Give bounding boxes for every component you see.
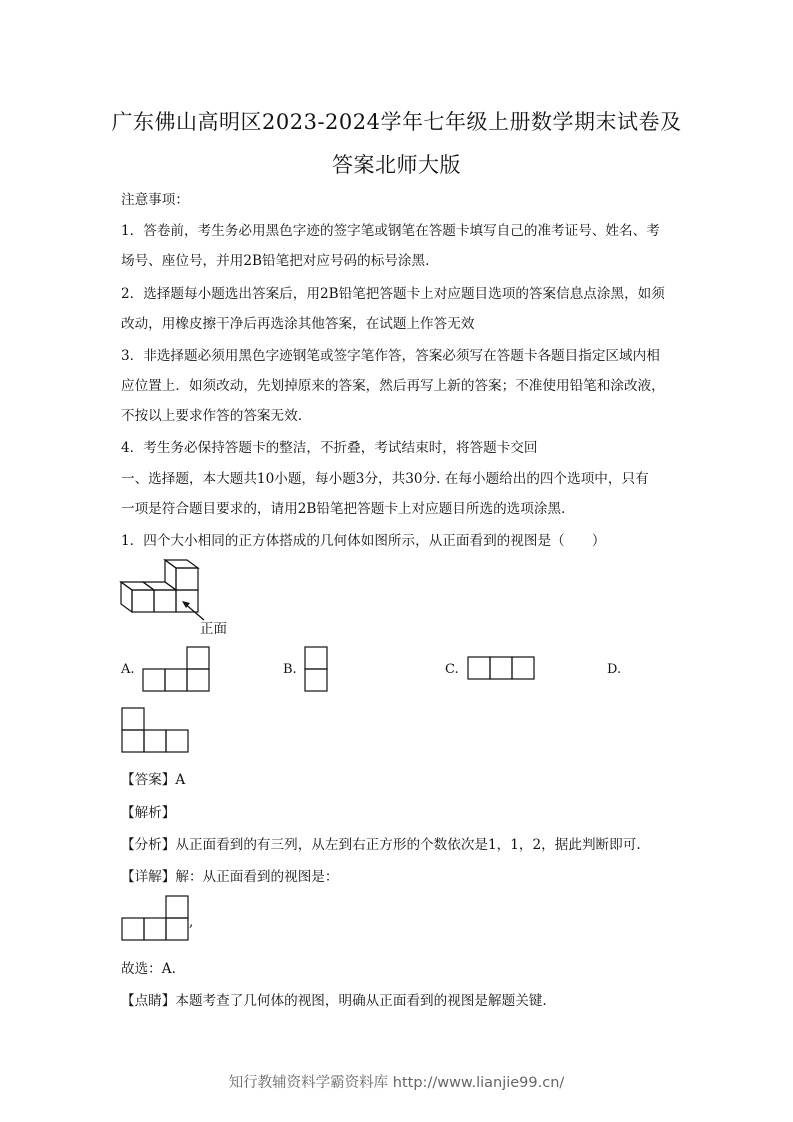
notice-line: 4．考生务必保持答题卡的整洁，不折叠，考试结束时，将答题卡交回 — [121, 440, 538, 456]
option-c-figure — [467, 656, 537, 682]
question-stem: 1．四个大小相同的正方体搭成的几何体如图所示，从正面看到的视图是（ ） — [121, 533, 606, 549]
notice-line: 场号、座位号，并用2B铅笔把对应号码的标号涂黑. — [121, 253, 430, 269]
option-b-figure — [304, 646, 330, 692]
page-title-line-2: 答案北师大版 — [332, 153, 461, 177]
notice-line: 应位置上．如须改动，先划掉原来的答案，然后再写上新的答案；不准使用铅笔和涂改液， — [121, 378, 665, 394]
notice-line: 改动，用橡皮擦干净后再选涂其他答案，在试题上作答无效 — [121, 316, 475, 332]
option-d-label: D. — [607, 662, 622, 677]
option-a-figure — [142, 646, 212, 692]
front-label: 正面 — [200, 621, 227, 637]
answer-view-figure — [121, 895, 194, 941]
notice-line: 2．选择题每小题选出答案后，用2B铅笔把答题卡上对应题目选项的答案信息点涂黑，如须 — [121, 286, 665, 302]
answer-line: 【答案】A — [121, 772, 186, 788]
section-line: 一、选择题，本大题共10小题，每小题3分，共30分. 在每小题给出的四个选项中，只有 — [121, 471, 649, 487]
analysis-line: 【分析】从正面看到的有三列，从左到右正方形的个数依次是1，1，2，据此判断即可. — [121, 837, 641, 853]
notice-heading: 注意事项： — [121, 192, 189, 208]
option-c-label: C. — [445, 662, 459, 677]
analysis-heading: 【解析】 — [121, 805, 176, 821]
detail-comma: , — [189, 914, 194, 930]
notice-line: 1．答卷前，考生务必用黑色字迹的签字笔或钢笔在答题卡填写自己的准考证号、姓名、考 — [121, 223, 660, 239]
footer-watermark: 知行教辅资料学霸资料库 http://www.lianjie99.cn/ — [228, 1075, 565, 1091]
option-d-figure — [121, 707, 191, 753]
notice-line: 不按以上要求作答的答案无效. — [121, 408, 303, 424]
section-line: 一项是符合题目要求的，请用2B铅笔把答题卡上对应题目所选的选项涂黑. — [121, 501, 566, 517]
option-a-label: A. — [121, 662, 135, 677]
detail-line: 【详解】解：从正面看到的视图是： — [121, 869, 339, 885]
page-title-line-1: 广东佛山高明区2023-2024学年七年级上册数学期末试卷及 — [111, 110, 682, 134]
comment-line: 【点睛】本题考查了几何体的视图，明确从正面看到的视图是解题关键. — [121, 993, 547, 1009]
notice-line: 3．非选择题必须用黑色字迹钢笔或签字笔作答，答案必须写在答题卡各题目指定区域内相 — [121, 348, 660, 364]
conclusion-line: 故选：A. — [121, 961, 176, 977]
option-b-label: B. — [283, 662, 297, 677]
